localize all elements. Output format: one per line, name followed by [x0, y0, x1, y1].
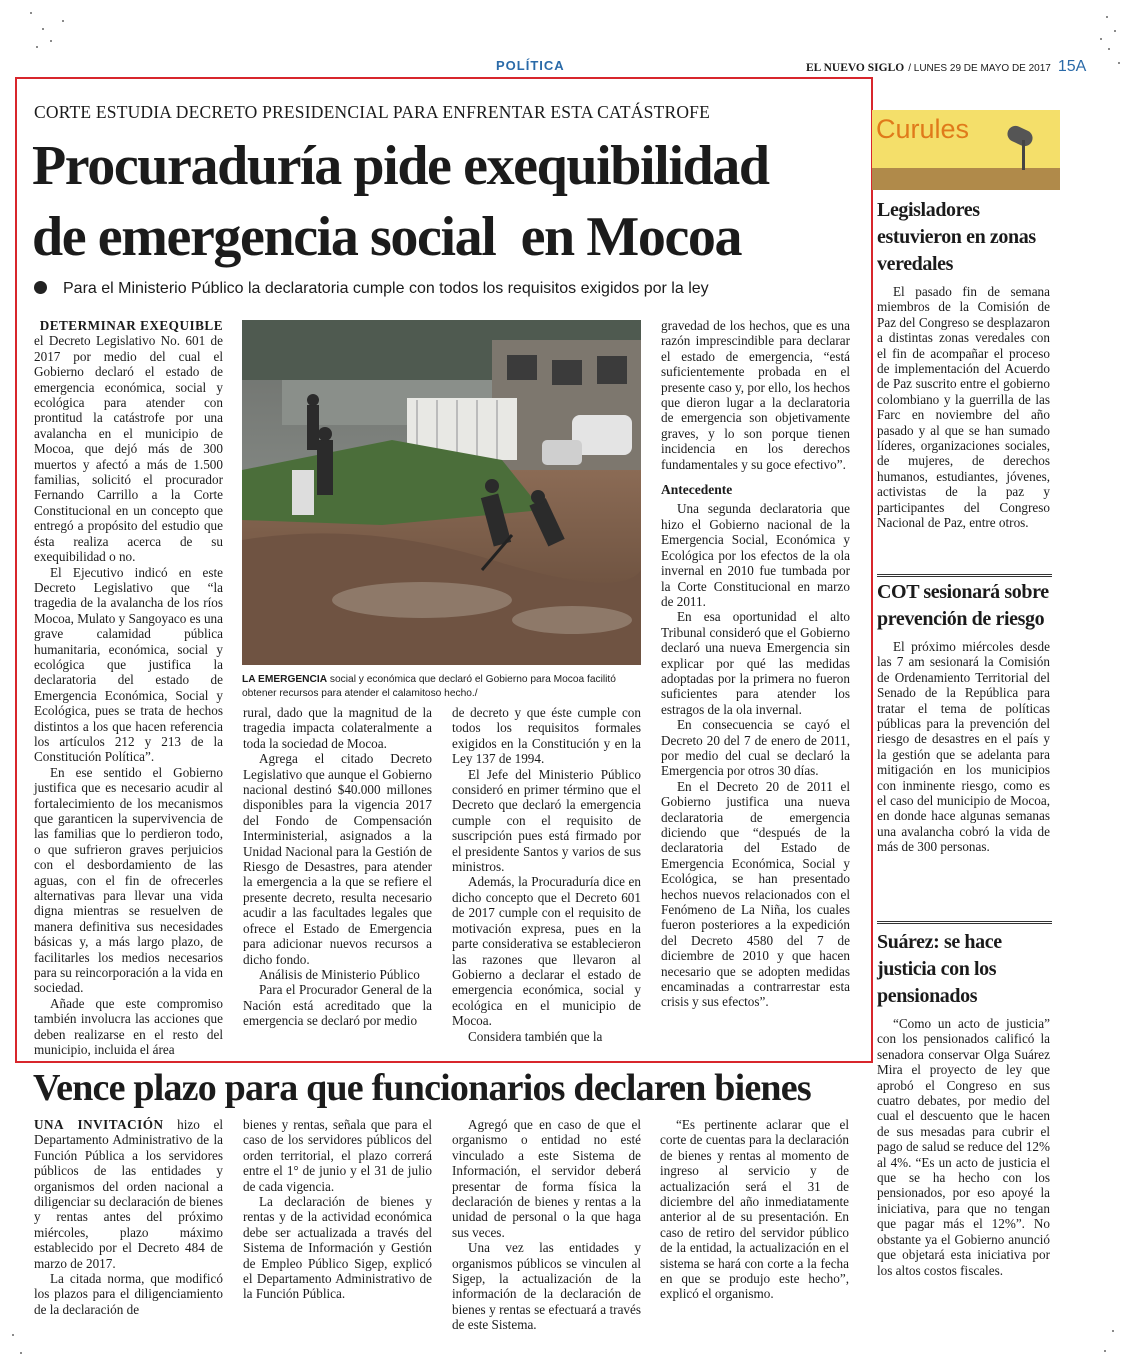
- sidebar-title: COT sesionará sobre prevención de riesgo: [877, 581, 1049, 630]
- paragraph: La declaración de bienes y rentas y de la actividad económica debe ser actualizada a través del Sistema de Información y Gestión de Empleo Público Sigep, explicó el Departamento Administrativo de la Función Pública.: [243, 1194, 432, 1302]
- sidebar-item-suarez: [877, 929, 1050, 1278]
- paragraph: Añade que este compromiso también involucra las acciones que deben realizarse en el resto del municipio, incluida el área: [34, 995, 223, 1058]
- second-column-1: [34, 1117, 223, 1317]
- microphone-icon: [1005, 123, 1035, 148]
- subsection-heading: Análisis de Ministerio Público: [259, 966, 420, 982]
- paragraph: La citada norma, que modificó los plazos para el diligenciamiento de la declaración de: [34, 1271, 223, 1317]
- paragraph: gravedad de los hechos, que es una razón imprescindible para declarar el estado de emergencia, “está suficientemente probada en el presente caso y, por ello, los hechos que dieron lugar a la declaratoria de emergencia son objetivamente graves, y lo son porque tienen incidencia en los derechos fundamentales y su goce efectivo”.: [661, 318, 850, 472]
- news-photo: [242, 320, 641, 665]
- sidebar-item-cot: [877, 579, 1050, 855]
- paragraph-text: hizo el Departamento Administrativo de la Función Pública a los servidores públicos de las entidades y organismos del orden nacional a diligenciar su declaración de bienes y rentas antes del próximo miércoles, plazo máximo establecido por el Decreto 484 de marzo de 2017.: [34, 1117, 223, 1271]
- subhead-text: Para el Ministerio Público la declaratoria cumple con todos los requisitos exigidos por la ley: [63, 280, 709, 297]
- sidebar-title: Legisladores estuvieron en zonas veredales: [877, 199, 1036, 275]
- paragraph: En el Decreto 20 de 2011 el Gobierno justifica una nueva declaratoria de emergencia diciendo que “después de la declaratoria del Estado de Emergencia Económica, Social y Ecológica, se han presentado hechos nuevos relacionados con el Fenómeno de La Niña, los cuales fueron posteriores a la expedición del Decreto 4580 del 7 de diciembre de 2010 y que hacen necesario que se adopten medidas encaminadas a contrarrestar esta crisis y sus efectos”.: [661, 778, 850, 1010]
- caption-lead: LA EMERGENCIA: [242, 674, 328, 685]
- subsection-heading: Antecedente: [661, 482, 733, 498]
- flood-scene-image: [242, 320, 641, 665]
- sidebar-divider: [877, 574, 1052, 577]
- main-column-3: [452, 705, 641, 1044]
- headline-line-2: de emergencia social en Mocoa: [32, 206, 742, 268]
- headline-line-1: Procuraduría pide exequibilidad: [32, 135, 769, 197]
- main-column-1: [34, 318, 223, 1058]
- sidebar-text: [877, 1016, 1050, 1278]
- paragraph: El pasado fin de semana miembros de la Comisión de Paz del Congreso se desplazaron a distintas zonas veredales con el fin de acompañar el proceso de implementación del Acuerdo de Paz suscrito entre el gobierno colombiano y la guerrilla de las Farc en noviembre del año pasado y al que se han sumado líderes, organizaciones sociales, de mujeres, de derechos humanos, estudiantes, jóvenes, activistas de la paz y participantes del Congreso Nacional de Paz, entre otros.: [877, 284, 1050, 531]
- second-column-3: [452, 1117, 641, 1333]
- bullet-icon: [34, 281, 47, 294]
- col1-lead: [34, 318, 223, 333]
- sidebar-text: [877, 639, 1050, 855]
- sidebar-text: [877, 284, 1050, 531]
- sidebar-divider: [877, 921, 1052, 924]
- curules-banner: [872, 110, 1060, 190]
- lead-in: UNA INVITACIÓN: [34, 1117, 164, 1132]
- paragraph: “Como un acto de justicia” con los pensionados calificó la senadora conservar Olga Suárez Mira el proyecto de ley que aprobó el Congreso en sus cuatro debates, por medio del cual el descuento que le hacen de sus mesadas para cubrir el pago de salud se reduce del 12% al 4%. “Es un acto de justicia el que se ha hecho con los pensionados, por eso apoyé la iniciativa, para que no tengan que pagar más el 12%”. No obstante ya el Gobierno anunció que objetará esta iniciativa por los altos costos fiscales.: [877, 1016, 1050, 1278]
- page-header-right: [806, 58, 1086, 76]
- paragraph: Considera también que la: [468, 1028, 603, 1044]
- main-column-2: [243, 705, 432, 1029]
- paragraph: En ese sentido el Gobierno justifica que es necesario acudir al fortalecimiento de los mecanismos que garanticen la supervivencia de las familias que lo perdieron todo, o que sufrieron graves perjuicios con el desbordamiento de las aguas, con el fin de ofrecerles alternativas para llevar una vida digna mientras se resuelven de manera definitiva sus necesidades básicas y, a más largo plazo, de facilitarles los medios necesarios para su reincorporación a la vida en sociedad.: [34, 764, 223, 996]
- paragraph: Una segunda declaratoria que hizo el Gobierno nacional de la Emergencia Social, Económica y Ecológica por los efectos de la ola invernal en 2010 fue tumbada por la Corte Constitucional en marzo de 2011.: [661, 501, 850, 609]
- paragraph: bienes y rentas, señala que para el caso de los servidores públicos del orden territorial, el plazo correrá entre el 1° de junio y el 31 de julio de cada vigencia.: [243, 1117, 432, 1194]
- paragraph: En esa oportunidad el alto Tribunal consideró que el Gobierno declaró una nueva Emergencia sin explicar por qué las medidas adoptadas por la primera no fueron suficientes para atender los estragos de la ola invernal.: [661, 609, 850, 717]
- paragraph: En consecuencia se cayó el Decreto 20 del 7 de enero de 2011, por medio del cual se declaró la Emergencia por otros 30 días.: [661, 717, 850, 779]
- caption-text: social y económica que declaró el Gobierno para Mocoa facilitó obtener recursos para atender el calamitoso hecho./: [242, 674, 616, 699]
- section-label: POLÍTICA: [496, 58, 565, 73]
- paragraph: el Decreto Legislativo No. 601 de 2017 por medio del cual el Gobierno declaró el estado de emergencia económica, social y ecológica para atender con prontitud la catástrofe por una avalancha en el municipio de Mocoa, que dejó más de 300 muertos y afectó a más de 1.500 familias, solicitó el procurador Fernando Carrillo a la Corte Constitucional en un concepto que entregó a propósito del estudio que ésta realiza acerca de su exequibilidad o no.: [34, 333, 223, 565]
- sidebar-item-legisladores: [877, 197, 1050, 531]
- paragraph: Para el Procurador General de la Nación está acreditado que la emergencia se declaró por medio: [243, 982, 432, 1029]
- paragraph: Además, la Procuraduría dice en dicho concepto que el Decreto 601 de 2017 cumple con el requisito de motivación expresa, pues en la parte considerativa se establecieron las razones que llevaron al Gobierno a declarar el estado de emergencia económica, social y ecológica en el municipio de Mocoa.: [452, 874, 641, 1029]
- issue-date: / LUNES 29 DE MAYO DE 2017: [908, 63, 1051, 74]
- lead-in: DETERMINAR EXEQUIBLE: [39, 318, 223, 333]
- second-column-4: [660, 1117, 849, 1302]
- page-number: 15A: [1057, 58, 1087, 75]
- newspaper-name: EL NUEVO SIGLO: [806, 62, 905, 74]
- mic-stand: [1022, 140, 1025, 170]
- banner-title: Curules: [876, 114, 970, 144]
- paragraph: El próximo miércoles desde las 7 am sesionará la Comisión de Ordenamiento Territorial del Senado de la República para tratar el tema de políticas públicas para la prevención del riesgo de desastres en el país y la gestión que se adelanta para mitigación en los municipios con inminente riesgo, como es el caso del municipio de Mocoa, en donde hace algunas semanas una avalancha cobró la vida de más de 300 personas.: [877, 639, 1050, 855]
- sidebar-title: Suárez: se hace justicia con los pensionados: [877, 931, 1002, 1007]
- paragraph: rural, dado que la magnitud de la tragedia impacta colateralmente a toda la sociedad de Mocoa.: [243, 705, 432, 751]
- paragraph: “Es pertinente aclarar que el corte de cuentas para la declaración de bienes y rentas al momento de ingreso al servicio y de actualización será el 31 de diciembre del año inmediatamente anterior al de su presentación. En caso de retiro del servidor público de la entidad, la actualización en el sistema se hará con corte a la fecha en que se produjo este hecho”, explicó el organismo.: [660, 1117, 849, 1302]
- paragraph: Agregó que en caso de que el organismo o entidad no esté vinculado a este Sistema de Información, el servidor deberá presentar de forma física la declaración de bienes y rentas a la unidad de personal o la que haga sus veces.: [452, 1117, 641, 1240]
- subhead: [34, 280, 709, 298]
- paragraph: [34, 1117, 223, 1271]
- second-column-2: [243, 1117, 432, 1302]
- paragraph: de decreto y que éste cumple con todos los requisitos formales exigidos en la Constitución y en la Ley 137 de 1994.: [452, 705, 641, 767]
- second-headline: Vence plazo para que funcionarios declaren bienes: [33, 1067, 811, 1109]
- paragraph: El Ejecutivo indicó en este Decreto Legislativo que “la tragedia de la avalancha de los ríos Mocoa, Mulato y Sangoyaco es una grave calamidad pública humanitaria, económica, social y ecológica que justifica la declaratoria del estado de Emergencia Económica, Social y Ecológica, pues se trata de hechos distintos a los que hacen referencia los artículos 212 y 213 de la Constitución Política”.: [34, 564, 223, 765]
- paragraph: Agrega el citado Decreto Legislativo que aunque el Gobierno nacional destinó $40.000 millones disponibles para la vigencia 2017 del Fondo de Compensación Interministerial, asignados a la Unidad Nacional para la Gestión de Riesgo de Desastres, para atender la emergencia a la que se refiere el presente decreto, resulta necesario acudir a las facultades legales que ofrece el Estado de Emergencia para adicionar nuevos recursos a dicho fondo.: [243, 751, 432, 967]
- photo-caption: [242, 673, 641, 700]
- kicker: CORTE ESTUDIA DECRETO PRESIDENCIAL PARA ENFRENTAR ESTA CATÁSTROFE: [34, 102, 711, 122]
- paragraph: Una vez las entidades y organismos públicos se vinculen al Sigep, la actualización de la información de la declaración de bienes y rentas se efectuará a través de este Sistema.: [452, 1240, 641, 1333]
- paragraph: El Jefe del Ministerio Público consideró en primer término que el Decreto que declaró la emergencia cumple con el requisito de suscripción pues está firmado por el presidente Santos y varios de sus ministros.: [452, 766, 641, 875]
- podium-shape: [872, 168, 1060, 190]
- main-column-4: [661, 318, 850, 1010]
